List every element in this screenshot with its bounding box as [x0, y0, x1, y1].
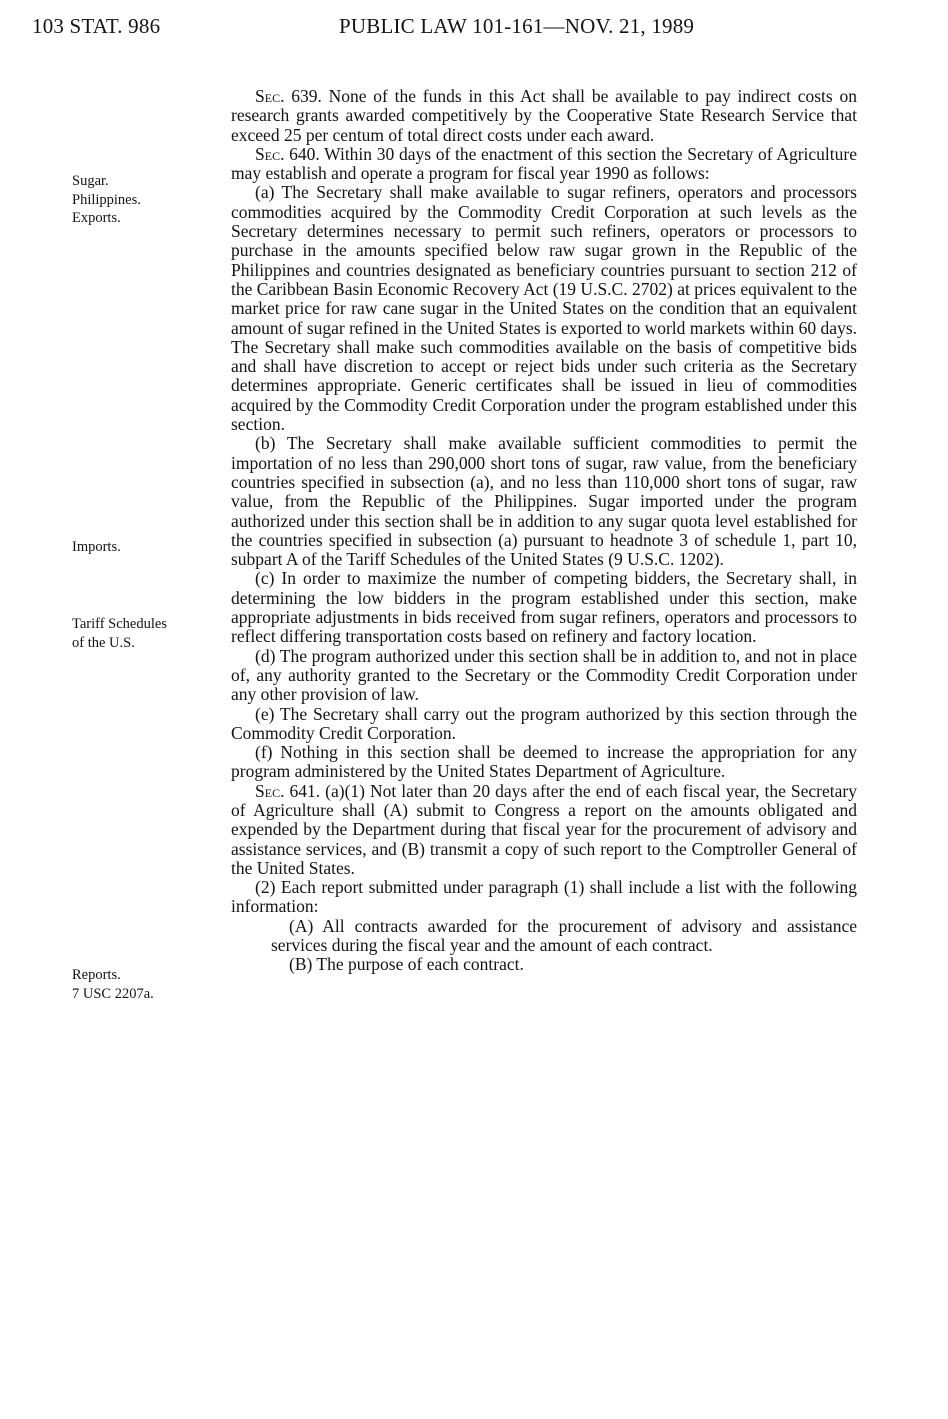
margin-note-tariff-group	[72, 615, 222, 652]
margin-note-sugar-group	[72, 172, 222, 228]
section-641-B: (B) The purpose of each contract.	[289, 954, 524, 975]
body-text	[231, 87, 857, 975]
margin-note-reports: Reports.	[72, 967, 121, 983]
section-640-d: (d) The program authorized under this section shall be in addition to, and not in place of, any authority granted to the Secretary or the Commodity Credit Corporation under any other provision of law.	[231, 645, 857, 705]
stat-reference: 103 STAT. 986	[32, 14, 161, 38]
margin-note-sugar: Sugar.	[72, 173, 109, 189]
section-640-label: Sec. 640.	[255, 143, 320, 164]
section-640	[231, 145, 857, 184]
section-639-text: None of the funds in this Act shall be available to pay indirect costs on research grants awarded competitively by the Cooperative State Research Service that exceed 25 per centum of total direct costs under each award.	[231, 86, 857, 145]
section-640-f: (f) Nothing in this section shall be deemed to increase the appropriation for any program administered by the United States Department of Agriculture.	[231, 742, 857, 782]
section-640-c: (c) In order to maximize the number of competing bidders, the Secretary shall, in determining the low bidders in the program established under this section, make appropriate adjustments in bids received from sugar refiners, operators and processors to reflect differing transportation costs based on refinery and factory location.	[231, 568, 857, 647]
margin-note-philippines: Philippines.	[72, 191, 141, 208]
margin-note-reports-group	[72, 966, 222, 1003]
section-640-b: (b) The Secretary shall make available sufficient commodities to permit the importation of no less than 290,000 short tons of sugar, raw value, from the beneficiary countries specified in subsection (a), and no less than 110,000 short tons of sugar, raw value, from the Republic of the Philippines. Sugar imported under the program authorized under this section shall be in addition to any sugar quota level established for the countries specified in subsection (a) pursuant to headnote 3 of schedule 1, part 10, subpart A of the Tariff Schedules of the United States (9 U.S.C. 1202).	[231, 433, 857, 570]
law-title: PUBLIC LAW 101-161—NOV. 21, 1989	[339, 14, 695, 38]
section-641-A: (A) All contracts awarded for the procurement of advisory and assistance services during the fiscal year and the amount of each contract.	[271, 915, 857, 956]
margin-note-exports: Exports.	[72, 210, 121, 226]
margin-note-tariff-line1: Tariff Schedules	[72, 616, 167, 632]
margin-note-usc: 7 USC 2207a.	[72, 985, 154, 1002]
section-640-e: (e) The Secretary shall carry out the program authorized by this section through the Commodity Credit Corporation.	[231, 703, 857, 743]
section-639-label: Sec. 639.	[255, 86, 322, 106]
section-640-text: Within 30 days of the enactment of this section the Secretary of Agriculture may establish and operate a program for fiscal year 1990 as follows:	[231, 143, 857, 184]
section-640-a: (a) The Secretary shall make available to sugar refiners, operators and processors commodities acquired by the Commodity Credit Corporation at such levels as the Secretary determines necessary to permit such refiners, operators or processors to purchase in the amounts specified below raw sugar grown in the Republic of the Philippines and countries designated as beneficiary countries pursuant to section 212 of the Caribbean Basin Economic Recovery Act (19 U.S.C. 2702) at prices equivalent to the market price for raw cane sugar in the United States on the condition that an equivalent amount of sugar refined in the United States is exported to world markets within 60 days. The Secretary shall make such commodities available on the basis of competitive bids and shall have discretion to accept or reject bids under such criteria as the Secretary determines appropriate. Generic certificates shall be issued in lieu of commodities acquired by the Commodity Credit Corporation under the program established under this section.	[231, 182, 857, 435]
section-641	[231, 782, 857, 878]
section-639	[231, 87, 857, 145]
section-641-text: (a)(1) Not later than 20 days after the end of each fiscal year, the Secretary of Agriculture shall (A) submit to Congress a report on the amounts obligated and expended by the Department during that fiscal year for the procurement of advisory and assistance services, and (B) transmit a copy of such report to the Comptroller General of the United States.	[231, 780, 857, 878]
section-641-label: Sec. 641.	[255, 780, 321, 801]
margin-note-tariff-line2: of the U.S.	[72, 634, 135, 651]
section-641-2: (2) Each report submitted under paragraph (1) shall include a list with the following information:	[231, 877, 857, 917]
margin-note-imports: Imports.	[72, 539, 121, 555]
